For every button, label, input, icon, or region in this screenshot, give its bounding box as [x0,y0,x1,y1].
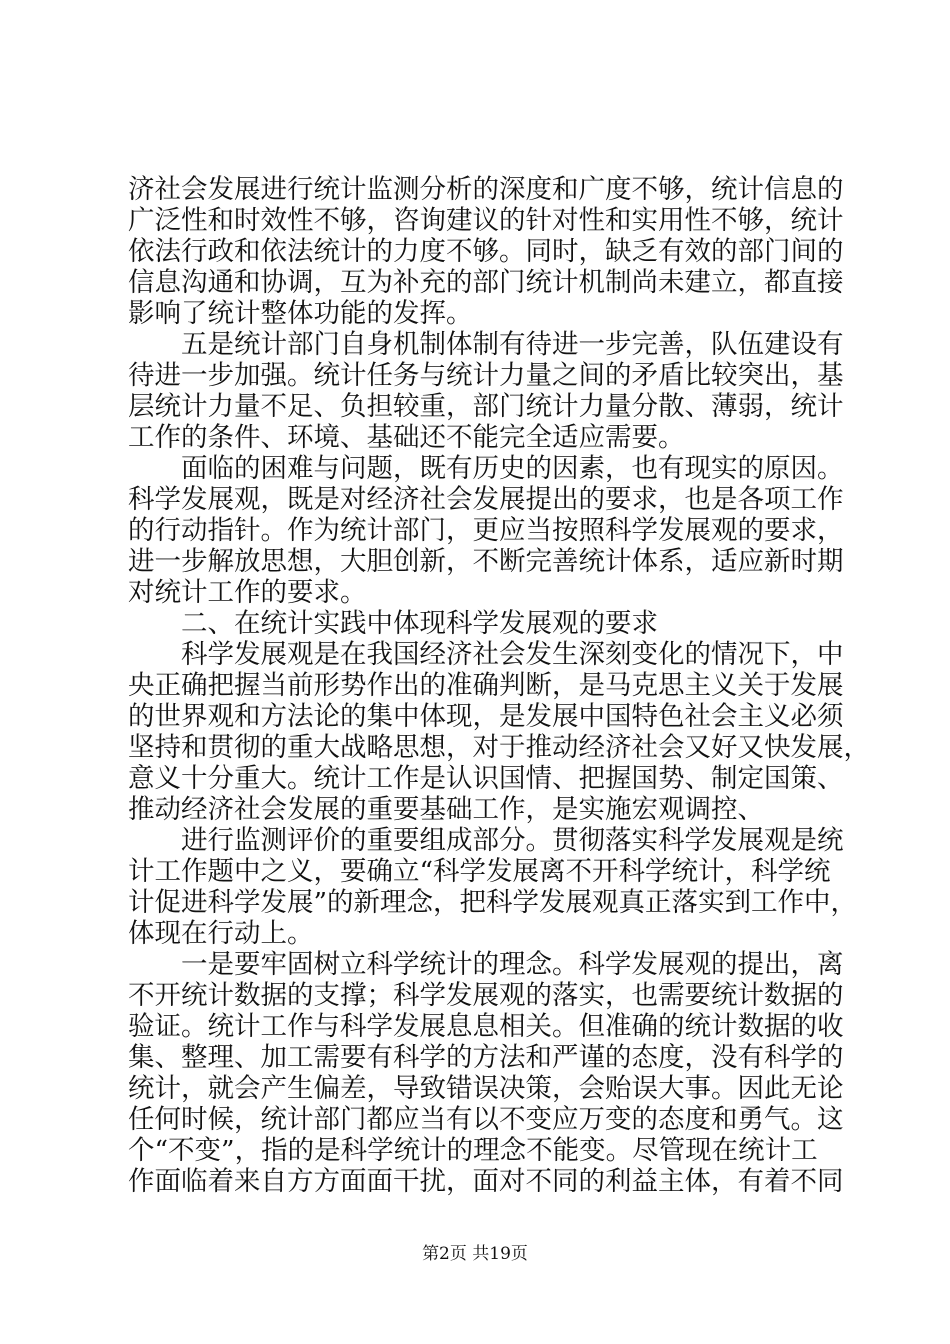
text-line: 个“不变”，指的是科学统计的理念不能变。尽管现在统计工 [128,1135,818,1166]
section-heading: 二、在统计实践中体现科学发展观的要求 [181,608,658,639]
text-line: 不开统计数据的支撑；科学发展观的落实，也需要统计数据的 [128,980,844,1011]
text-line: 信息沟通和协调，互为补充的部门统计机制尚未建立，都直接 [128,267,844,298]
paragraph-start-line: 面临的困难与问题，既有历史的因素，也有现实的原因。 [181,453,844,484]
text-line: 科学发展观，既是对经济社会发展提出的要求，也是各项工作 [128,484,844,515]
text-line: 的行动指针。作为统计部门，更应当按照科学发展观的要求， [128,515,844,546]
paragraph-start-line: 进行监测评价的重要组成部分。贯彻落实科学发展观是统 [181,825,844,856]
text-line: 层统计力量不足、负担较重，部门统计力量分散、薄弱，统计 [128,391,844,422]
text-line: 统计，就会产生偏差，导致错误决策，会贻误大事。因此无论 [128,1073,844,1104]
text-line: 计工作题中之义，要确立“科学发展离不开科学统计，科学统 [128,856,831,887]
text-line: 任何时候，统计部门都应当有以不变应万变的态度和勇气。这 [128,1104,844,1135]
text-line: 工作的条件、环境、基础还不能完全适应需要。 [128,422,685,453]
text-line: 依法行政和依法统计的力度不够。同时，缺乏有效的部门间的 [128,236,844,267]
paragraph-start-line: 一是要牢固树立科学统计的理念。科学发展观的提出，离 [181,949,844,980]
text-line: 推动经济社会发展的重要基础工作，是实施宏观调控、 [128,794,764,825]
text-line: 济社会发展进行统计监测分析的深度和广度不够，统计信息的 [128,174,844,205]
paragraph-start-line: 五是统计部门自身机制体制有待进一步完善，队伍建设有 [181,329,844,360]
text-line: 广泛性和时效性不够，咨询建议的针对性和实用性不够，统计 [128,205,844,236]
text-line: 对统计工作的要求。 [128,577,367,608]
text-line: 影响了统计整体功能的发挥。 [128,298,473,329]
paragraph-start-line: 科学发展观是在我国经济社会发生深刻变化的情况下，中 [181,639,844,670]
text-line: 央正确把握当前形势作出的准确判断，是马克思主义关于发展 [128,670,844,701]
page-number-footer: 第2页 共19页 [422,1244,528,1264]
text-line: 集、整理、加工需要有科学的方法和严谨的态度，没有科学的 [128,1042,844,1073]
text-line: 体现在行动上。 [128,918,314,949]
text-line: 待进一步加强。统计任务与统计力量之间的矛盾比较突出，基 [128,360,844,391]
text-line: 坚持和贯彻的重大战略思想，对于推动经济社会又好又快发展， [128,732,870,763]
text-line: 意义十分重大。统计工作是认识国情、把握国势、制定国策、 [128,763,844,794]
text-line: 验证。统计工作与科学发展息息相关。但准确的统计数据的收 [128,1011,844,1042]
text-line: 作面临着来自方方面面干扰，面对不同的利益主体，有着不同 [128,1166,844,1197]
text-line: 的世界观和方法论的集中体现，是发展中国特色社会主义必须 [128,701,844,732]
text-line: 计促进科学发展”的新理念，把科学发展观真正落实到工作中， [128,887,858,918]
text-line: 进一步解放思想，大胆创新，不断完善统计体系，适应新时期 [128,546,844,577]
